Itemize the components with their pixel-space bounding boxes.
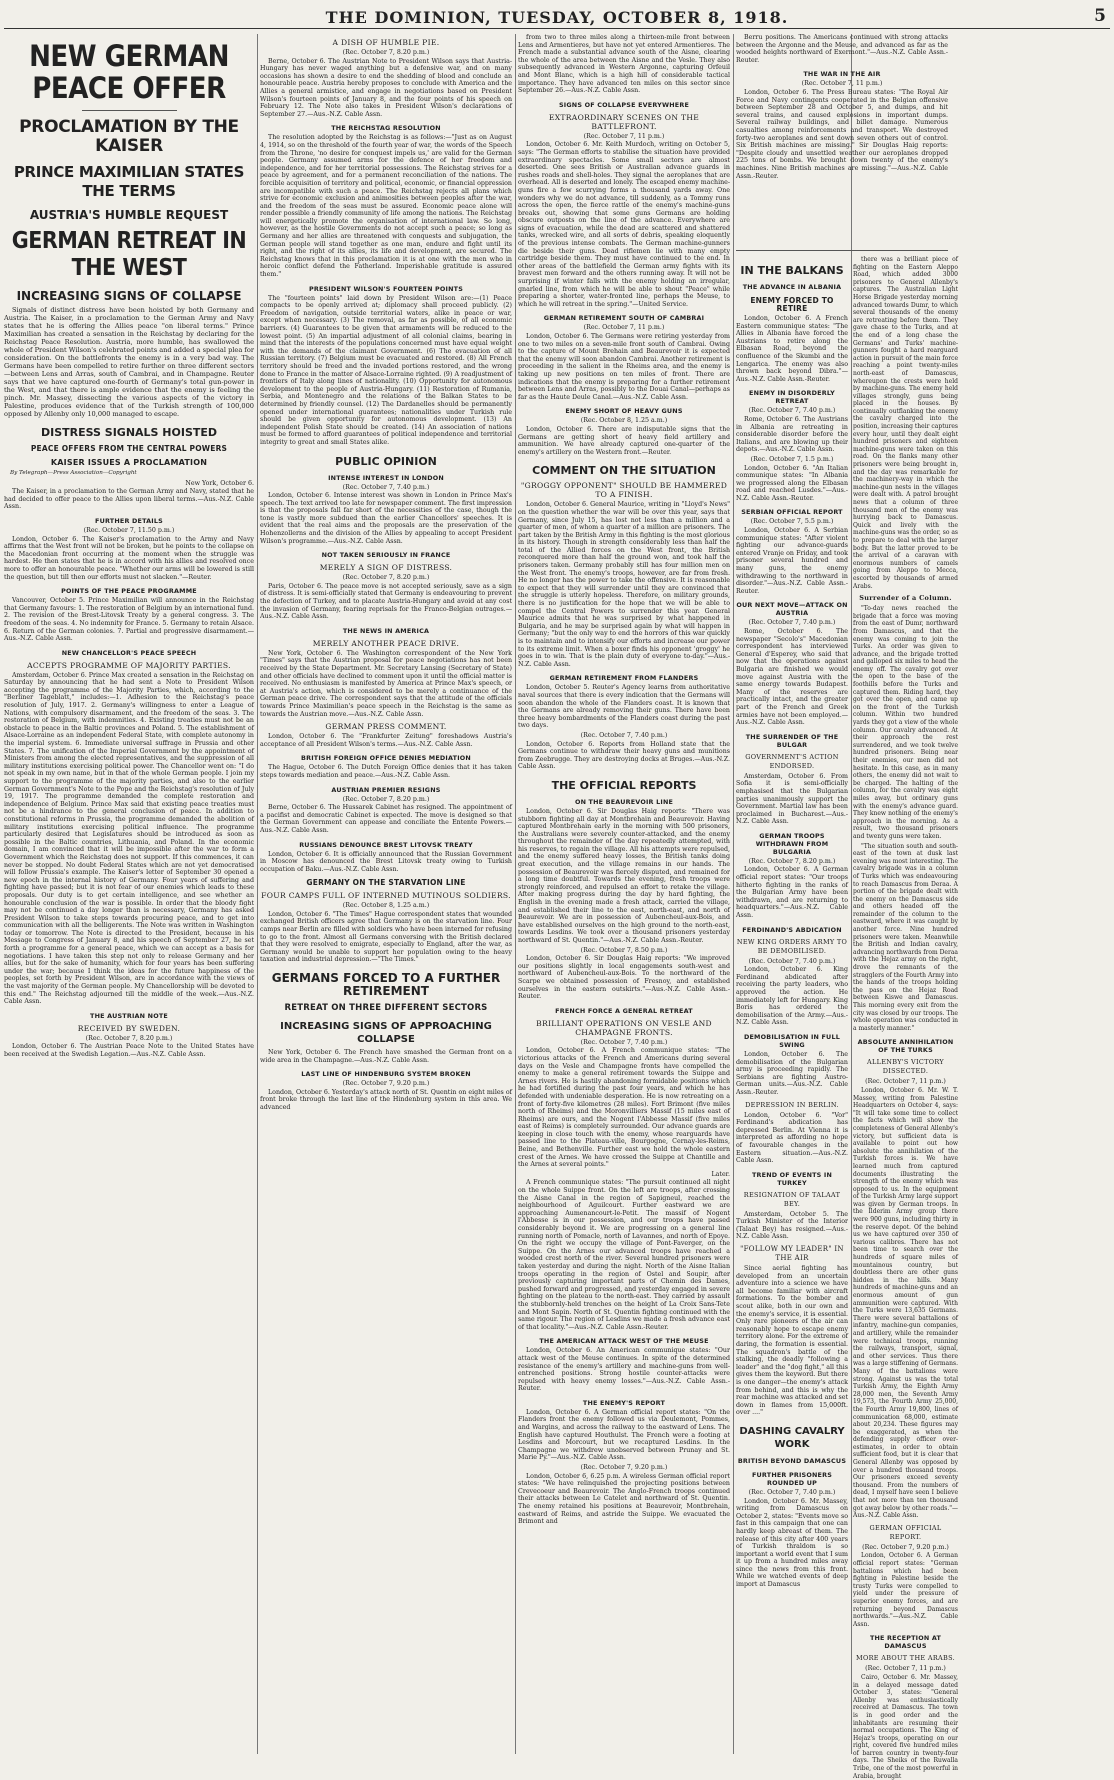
page-number: 5 bbox=[1094, 6, 1106, 26]
article-paragraph: "To-day news reached the brigade that a force was moving from the east of Dumr, northward from Damascus, and that the enemy was coming to join the Turks. An order was given to advance, and the brigade trotted and galloped six miles to head the enemy off. The cavalry got over the open to the base of the foothills before the Turks and captured them. Riding hard, they got over the open, and came up on the front of the Turkish column. Within two hundred yards they got a view of the whole column. Our cavalry advanced. At their approach the rest surrendered, and we took twelve hundred prisoners. Being near their enemies, our men did not hesitate. In this case, as in many others, the enemy did not wait to be charged. The halting of the column, for the cavalry was eight miles away, but ordinary guns with the enemy's advance guard. They knew nothing of the enemy's approach in the morning. As a result, two thousand prisoners and twenty guns were taken. bbox=[853, 605, 958, 840]
subheadline: RETREAT ON THREE DIFFERENT SECTORS bbox=[284, 1003, 488, 1014]
subheadline: THE SURRENDER OF THE BULGAR bbox=[745, 732, 839, 749]
article-paragraph: London, October 6. Reports from Holland state that the Germans continue to withdraw their heavy guns and munitions from Zeebrugge. They are destroying docks at Bruges.—Aus.-N.Z. Cable Assn. bbox=[518, 740, 730, 771]
subheadline: FURTHER PRISONERS ROUNDED UP bbox=[751, 1470, 833, 1487]
subheadline: "GROGGY OPPONENT" SHOULD BE HAMMERED TO A FINISH. bbox=[520, 481, 728, 500]
article-paragraph: Berne, October 6. The Hussarek Cabinet has resigned. The appointment of a pacifist and democratic Cabinet is expected. The move is designed so that the German Government can appease and conciliate the Entente Powers.—Aus.-N.Z. Cable Assn. bbox=[260, 804, 512, 834]
subheadline: GERMAN PRESS COMMENT. bbox=[325, 722, 447, 732]
dateline: (Rec. October 7, 7.40 p.m.) bbox=[748, 1488, 836, 1496]
dateline: (Rec. October 8, 1.25 a.m.) bbox=[342, 902, 430, 910]
headline: INCREASING SIGNS OF APPROACHING COLLAPSE bbox=[280, 1021, 492, 1046]
column-rule bbox=[851, 34, 852, 1754]
article-paragraph: Berne, October 6. The Austrian Note to President Wilson says that Austria-Hungary has never waged anything but a defensive war, and on many occasions has shown a desire to end the shedding of blood and conclude an honourable peace. Austria hereby proposes to conclude with America and the Allies a general armistice, and engage in negotiations based on President Wilson's fourteen points of January 8, and the four points of his speech on February 12. The Note also takes in President Wilson's declarations of September 27.—Aus.-N.Z. Cable Assn. bbox=[260, 57, 512, 118]
subheadline: EXTRAORDINARY SCENES ON THE BATTLEFRONT. bbox=[548, 112, 700, 131]
article-paragraph: London, October 6. The Press Bureau states: "The Royal Air Force and Navy contingents cooperated in the Belgian offensive between September 28 and October 5, and dumps, and hit several trains, and caused explosions in important dumps. Several railway buildings, and billet damage. Numerous casualties among reinforcements and transport. We destroyed forty-two aeroplanes and sent down seven others out of control. Six British machines are missing." Sir Douglas Haig reports: "Despite cloudy and unsettled weather our aeroplanes dropped 225 tons of bombs. We brought down twenty of the enemy's machines. Nine British machines are missing."—Aus.-N.Z. Cable Assn.-Reuter. bbox=[736, 88, 948, 180]
article-paragraph: Vancouver, October 5. Prince Maximilian will announce in the Reichstag that Germany favours: 1. The restoration of Belgium by an international fund. 2. The revision of the Brest-Litovsk Treaty by a general congress. 3. The freedom of the seas. 4. No indemnity for France. 5. Germany to retain Alsace. 6. Return of the German colonies. 7. Partial and progressive disarmament.—Aus.-N.Z. Cable Assn. bbox=[4, 597, 254, 643]
dateline: (Rec. October 7, 7.40 p.m.) bbox=[748, 619, 836, 627]
subheadline: THE ENEMY'S REPORT bbox=[582, 1398, 666, 1407]
article-paragraph: The "fourteen points" laid down by President Wilson are:—(1) Peace compacts to be openly arrived at; diplomacy shall proceed publicly. (2) Freedom of navigation, outside territorial waters, alike in peace or war, except when necessary. (3) The removal, as far as possible, of all economic barriers. (4) Guarantees to be given that armaments will be reduced to the lowest point. (5) An impartial adjustment of all colonial claims, bearing in mind that the interests of the populations concerned must have equal weight with the demands of the claimant Government. (6) The evacuation of all Russian territory. (7) Belgium must be evacuated and restored. (8) All French territory should be freed and the invaded portions restored, and the wrong done to France in the matter of Alsace-Lorraine righted. (9) A readjustment of frontiers of Italy along lines of nationality. (10) Opportunity for autonomous development to the people of Austria-Hungary. (11) Restoration of Rumania, Serbia, and Montenegro and the relations of the Balkan States to be determined by friendly counsel. (12) The Dardanelles should be permanently opened under international guarantees; nationalities under Turkish rule should be given opportunity for autonomous development. (13) An independent Polish State should be created. (14) An association of nations must be formed to afford guarantees of political independence and territorial integrity to great and small States alike. bbox=[260, 294, 512, 446]
intro-paragraph: Signals of distinct distress have been hoisted by both Germany and Austria. The Kaiser, in a proclamation to the German Army and Navy states that he is offering the Allies peace "on liberal terms." Prince Maximilian has created a sensation in the Reichstag by declaring for the Reichstag Peace Resolution. Austria, more humble, has swallowed the whole of President Wilson's celebrated points and added a special plea for consideration. On the battlefronts the enemy is in a very bad way. The Germans have been compelled to retire further on three different sectors—between Lens and Arras, south of Cambrai, and in Champagne. Reuter says that we have captured one-fourth of Germany's total gun-power in the West, and that there is ample evidence that the enemy is feeling the pinch. Mr. Massey, dissecting the various aspects of the victory in Palestine, produces evidence that of the Turkish strength of 100,000 opposed by Allenby only 10,000 managed to escape. bbox=[4, 306, 254, 418]
subheadline: OUR NEXT MOVE—ATTACK ON AUSTRIA bbox=[736, 601, 848, 618]
article-paragraph: London, October 6. A German official report states: "On the Flanders front the enemy followed us via Deulemont, Pommes, and Wargins, and across the railway to the eastward of Lens. The English have captured Houthulst. The French were a footing at Lesdins and Morcourt, but we recaptured Lesdins. In the Champagne we withdrew unobserved between Prunay and St. Marie Py."—Aus.-N.Z. Cable Assn. bbox=[518, 1408, 730, 1462]
article-paragraph: London, October 6. The Austrian Peace Note to the United States have been received at the Swedish Legation.—Aus.-N.Z. Cable Assn. bbox=[4, 1043, 254, 1058]
article-paragraph: London, October 6, 6.25 p.m. A wireless German official report states: "We have relinquished the projecting positions between Crevecoeur and Beaurevoir. The Anglo-French troops continued their attacks between Le Catelet and northward of St. Quentin. The enemy retained his positions at Beaurevoir, Montbrehain, eastward of Reims, and astride the Suippe. We evacuated the Brimont and bbox=[518, 1472, 730, 1526]
newspaper-title: THE DOMINION, TUESDAY, OCTOBER 8, 1918. bbox=[325, 8, 789, 27]
headline: PRINCE MAXIMILIAN STATES THE TERMS bbox=[13, 163, 245, 200]
column-5 bbox=[736, 256, 848, 1754]
subheadline: PEACE OFFERS FROM THE CENTRAL POWERS bbox=[30, 444, 228, 453]
article-paragraph: Berru positions. The Americans continued with strong attacks between the Argonne and the Meuse, and advanced as far as the wooded heights northward of Exermont."—Aus.-N.Z. Cable Assn.-Reuter. bbox=[736, 34, 948, 64]
subheadline: GOVERNMENT'S ACTION ENDORSED. bbox=[745, 752, 839, 770]
column-rule bbox=[257, 34, 258, 1754]
article-paragraph: London, October 6. General Maurice, writing in "Lloyd's News" on the question whether the war will be over this year, says that Germany, since July 15, has lost not less than a million and a quarter of men, of whom a quarter of a million are prisoners. The part taken by the British Army in this fighting is the most glorious in its history. Though in strength considerably less than half the total of the Allied forces on the West front, the British reconquered more than half the ground won, and took half the prisoners taken. Germany probably still has four million men on the West front. The enemy's troops, however, are far from fresh. He no longer has the power to take the offensive. It is reasonable to expect that they will surrender until they are convinced that the struggle is utterly hopeless. Therefore, on military grounds, there is no justification for the hope that we will be able to compel the Central Powers to surrender this year. General Maurice admits that he was surprised by what happened in Bulgaria, and he may be surprised again by what will happen in Germany; "but the only way to end the horrors of this war quickly is to maintain and to intensify our efforts and increase our power to its extreme limit. When a boxer finds his opponent 'groggy' he goes in to win. That is the plain duty of everyone to-day."—Aus.-N.Z. Cable Assn. bbox=[518, 501, 730, 668]
column-2 bbox=[260, 34, 512, 1754]
subheadline: MERELY ANOTHER PEACE DRIVE. bbox=[312, 638, 460, 648]
dateline: (Rec. October 7, 11 p.m.) bbox=[865, 1078, 946, 1086]
dateline: (Rec. October 7, 9.20 p.m.) bbox=[342, 1080, 430, 1088]
dateline: (Rec. October 7, 5.5 p.m.) bbox=[750, 518, 834, 526]
article-paragraph: Amsterdam, October 6. Prince Max created a sensation in the Reichstag on Saturday by announcing that he had sent a Note to President Wilson accepting the programme of the Majority Parties, which, according to the "Berliner Tageblatt," includes:—1. Adhesion to the Reichstag's peace resolution of July, 1917. 2. Germany's willingness to enter a League of Nations, with compulsory disarmament, and the freedom of the seas. 3. The restoration of Belgium, with indemnities. 4. Existing treaties must not be an obstacle to peace in the Baltic provinces and Poland. 5. The establishment of Alsace-Lorraine as an independent Federal State, with complete autonomy in the imperial system. 6. Immediate universal suffrage in Prussia and other States. 7. The unification of the Imperial Government by the appointment of Ministers from among the elected representatives, and the suppression of all military institutions exercising political power. The Chancellor went on: "I do not speak in my own name, but in that of the whole German people. I join my support to the programme of the majority parties, and also to the earlier German Government's Note to the Pope and the Reichstag's resolution of July 19, 1917. The programme demanded the complete restoration and independence of Belgium. Prince Max said that existing peace treaties must not be a hindrance to the general conclusion of peace. In addition to constitutional reforms in Prussia, the programme demanded the abolition of military institutions exercising political influence. The programme particularly desired that Legislatures should be introduced as soon as possible in the Baltic countries, Lithuania, and Poland. In the economic domain, I am convinced that it will be impossible after the war to form a Government which the Reichstag does not support. If this commences, it can never be stopped. No doubt Federal States which are not yet democratised will follow Prussia's example. The Kaiser's letter of September 30 opened a new epoch in the internal history of Germany. Four years of suffering and fighting have passed; but it is not fear of our enemies which leads to these proposals. Our duty is to get certain intelligence, and see whether an honourable conclusion of the war is possible. In order that the bloody fight may not be continued a day longer than is necessary, Germany has asked President Wilson to take steps towards procuring peace, and to get into communication with all the belligerents. The Note was written in Washington today or tomorrow. The Note is directed to the President, because in his Message to Congress of January 8, and his speech of September 27, he set forth a programme for a general peace, which we can accept as a basis for negotiations. I have taken this step not only to release Germany and her allies, but for the sake of humanity, which for four years has been suffering under the war; because I think the ideas for the future happiness of the peoples, set forth by President Wilson, are in accordance with the views of the vast majority of the German people. My Chancellorship will be devoted to this end." The Reichstag adjourned till the middle of the week.—Aus.-N.Z. Cable Assn. bbox=[4, 671, 254, 1006]
subheadline: LAST LINE OF HINDENBURG SYSTEM BROKEN bbox=[301, 1070, 471, 1079]
subheadline: ON THE BEAUREVOIR LINE bbox=[574, 797, 674, 806]
subheadline: BRITISH FOREIGN OFFICE DENIES MEDIATION bbox=[301, 754, 471, 763]
subheadline: GERMAN OFFICIAL REPORT. bbox=[869, 1523, 942, 1541]
article-paragraph: London, October 6. "An Italian communique states: "In Albania we progressed along the Elbasan road and reached Lusdes."—Aus.-N.Z. Cable Assn.-Reuter. bbox=[736, 464, 848, 502]
subheadline: NEW KING ORDERS ARMY TO BE DEMOBILISED. bbox=[736, 937, 848, 955]
headline: GERMANS FORCED TO A FURTHER RETIREMENT bbox=[271, 971, 501, 999]
subheadline: THE AMERICAN ATTACK WEST OF THE MEUSE bbox=[539, 1337, 709, 1346]
subheadline: NOT TAKEN SERIOUSLY IN FRANCE bbox=[321, 551, 451, 560]
article-paragraph: The Kaiser, in a proclamation to the German Army and Navy, stated that he had decided to offer peace to the Allies upon liberal terms.—Aus.-N.Z. Cable Assn. bbox=[4, 488, 254, 511]
subheadline: DEPRESSION IN BERLIN. bbox=[745, 1100, 839, 1109]
article-paragraph: London, October 6. Sir Douglas Haig reports: "We improved our positions slightly in local engagements south-west and northward of Aubencheul-aux-Bois. To the northward of the Scarpe we obtained possession of Fresnoy, and established ourselves in the eastern outskirts."—Aus.-N.Z. Cable Assn.-Reuter. bbox=[518, 955, 730, 1001]
column-4-top bbox=[736, 34, 948, 246]
subheadline: DEMOBILISATION IN FULL SWING bbox=[743, 1032, 840, 1049]
subheadline: PRESIDENT WILSON'S FOURTEEN POINTS bbox=[308, 284, 464, 293]
subheadline: MORE ABOUT THE ARABS. bbox=[856, 1654, 955, 1663]
article-paragraph: London, October 6. Mr. Massey, writing from Damascus on October 2, states: "Events move so fast in this campaign that one can hardly keep abreast of them. The release of this city after 400 years of Turkish thraldom is so important a world event that I sum it up from a hundred miles away since the news from this front. While we watched events of deep import at Damascus bbox=[736, 1497, 848, 1589]
article-paragraph: London, October 6. Yesterday's attack north of St. Quentin on eight miles of front broke through the last line of the Hindenburg system in this area. We advanced bbox=[260, 1088, 512, 1111]
subheadline: SERBIAN OFFICIAL REPORT bbox=[741, 508, 843, 517]
column-1 bbox=[4, 34, 254, 1754]
dateline: (Rec. October 7, 11 p.m.) bbox=[801, 80, 883, 88]
subheadline: ENEMY IN DISORDERLY RETREAT bbox=[749, 389, 835, 406]
article-paragraph: London, October 6. "The Times" Hague correspondent states that wounded exchanged British officers agree that Germany is on the starvation line. Four camps near Berlin are filled with soldiers who have been interned for refusing to go to the front. Almost all Germans conversing with the British declared that they were resolved to emigrate, especially to England, after the war, as Germany would be unable to support her population owing to the heavy taxation and industrial depression.—"The Times." bbox=[260, 910, 512, 964]
dateline: (Rec. October 7, 7.40 p.m.) bbox=[580, 731, 668, 739]
subheadline: THE ADVANCE IN ALBANIA bbox=[742, 283, 842, 291]
article-paragraph: from two to three miles along a thirteen-mile front between Lens and Armentieres, but have not yet entered Armentieres. The French made a substantial advance south of the Aisne, clearing the whole of the area between the Aisne and the Vesle. They also subsequently advanced in Western Argonne, capturing Orfeuil and Mont Blanc, which is a high hill of considerable tactical importance. They have advanced ten miles on this sector since September 26.—Aus.-N.Z. Cable Assn. bbox=[518, 34, 730, 95]
subheadline: THE REICHSTAG RESOLUTION bbox=[331, 124, 441, 133]
section-rule bbox=[736, 250, 948, 251]
subheadline: FURTHER DETAILS bbox=[95, 516, 163, 525]
subheadline: MERELY A SIGN OF DISTRESS. bbox=[319, 563, 453, 573]
subheadline: FERDINAND'S ABDICATION bbox=[742, 925, 842, 934]
subheadline: GERMAN RETIREMENT SOUTH OF CAMBRAI bbox=[543, 314, 705, 323]
dateline: (Rec. October 7, 7.40 p.m.) bbox=[580, 1038, 668, 1046]
subheadline: ALLENBY'S VICTORY DISSECTED. bbox=[866, 1058, 944, 1076]
byline: By Telegraph—Press Association—Copyright bbox=[10, 470, 137, 476]
article-paragraph: Cairo, October 6. Mr. Massey, in a delayed message dated October 3, states: "General Allenby was enthusiastically received at Damascus. The town is in good order and the inhabitants are resuming their normal occupations. The King of Hejaz's troops, operating on our right, covered five hundred miles of barren country in twenty-four days. The Sheiks of the Ruwalla Tribe, one of the most powerful in Arabia, brought bbox=[853, 1673, 958, 1780]
dateline: (Rec. October 7, 9.20 p.m.) bbox=[862, 1543, 949, 1551]
article-paragraph: The Hague, October 6. The Dutch Foreign Office denies that it has taken steps towards mediation and peace.—Aus.-N.Z. Cable Assn. bbox=[260, 764, 512, 779]
article-paragraph: Since aerial fighting has developed from an uncertain adventure into a science we have all become familiar with aircraft formations. To the bomber and scout alike, both in our own and the enemy's service, it is essential. Only rare pioneers of the air can reasonably hope to escape enemy territory alone. For the extreme of daring, the formation is essential. The squadron's battle of the stalking, the deadly "following a leader" and the "dog fight," all this gives them the keyword. But there is one danger—the enemy's attack from behind, and this is why the rear machine was attacked and set down in flames from 15,000ft. over ...." bbox=[736, 1265, 848, 1417]
article-paragraph: Rome, October 6. The Austrians in Albania are retreating in considerable disorder before the Italians, and are blowing up their depots.—Aus.-N.Z. Cable Assn. bbox=[736, 415, 848, 454]
article-paragraph: London, October 6. Sir Douglas Haig reports: "There was stubborn fighting all day at Montbrehain and Beaurevoir. Having captured Montbrehain early in the morning with 500 prisoners, the Australians were severely counter-attacked, and the enemy throughout the remainder of the day repeatedly attempted, with his reserves, to regain the village. All his attempts were repulsed, and the enemy suffered heavy losses, the British tanks doing great execution, and the village remains in our hands. The possession of Beaurevoir was fiercely disputed, and remained for a long time doubtful. Towards the evening, fresh troops were strongly reinforced, and repulsed an effort to retake the village. After making progress during the day by hard fighting, the English in the evening made a fresh attack, carried the village, and established their line to the east, north-east, and north of Beaurevoir. We are in possession of Aubencheul-aux-Bois, and have established ourselves on the high ground to the north-east, towards Lesdins. We took over a thousand prisoners yesterday northward of St. Quentin."—Aus.-N.Z. Cable Assn.-Reuter. bbox=[518, 807, 730, 944]
article-paragraph: London, October 5. Reuter's Agency learns from authoritative naval sources that there is every indication that the Germans will soon abandon the whole of the Flanders coast. It is known that the Germans are already removing their guns. There have been three heavy bombardments of the Flanders coast during the past two days. bbox=[518, 684, 730, 730]
article-paragraph: London, October 6. Intense interest was shown in London in Prince Max's speech. The text arrived too late for newspaper comment. The first impression is that the proposals fall far short of the necessities of the case, though the tone is vastly more subdued than the earlier Chancellors' speeches. It is evident that the real aims and the proposals are the preservation of the Hohenzollerns and the division of the Allies by appealing to accept President Wilson's programme.—Aus.-N.Z. Cable Assn. bbox=[260, 492, 512, 545]
column-3 bbox=[518, 34, 730, 1754]
dateline: (Rec. October 7, 8.20 p.m.) bbox=[342, 49, 430, 56]
article-paragraph: London, October 6. A French Eastern communique states: "The Allies in Albania have forced the Austrians to retire along the Elbasan Road, beyond the confluence of the Skumbi and the Lengarica. The enemy was also thrown back beyond Dibra."—Aus.-N.Z. Cable Assn.-Reuter. bbox=[736, 315, 848, 383]
article-paragraph: London, October 6. The "Frankfurter Zeitung" foreshadows Austria's acceptance of all President Wilson's terms.—Aus.-N.Z. Cable Assn. bbox=[260, 733, 512, 748]
article-paragraph: London, October 6. King Ferdinand abdicated after receiving the party leaders, who approved the action. He immediately left for Hungary. King Boris has ordered the demobilisation of the Army.—Aus.-N.Z. Cable Assn. bbox=[736, 966, 848, 1027]
dateline: (Rec. October 7, 9.20 p.m.) bbox=[580, 1464, 668, 1472]
subheadline: KAISER ISSUES A PROCLAMATION bbox=[50, 458, 208, 467]
column-rule bbox=[733, 34, 734, 1754]
article-paragraph: New York, October 6. The Washington correspondent of the New York "Times" says that the Austrian proposal for peace negotiations has not been received by the State Department. Mr. Secretary Lansing (Secretary of State) and other officials have declined to comment upon it until the official matter is received. No enthusiasm is manifested by America at Prince Max's speech, or at Austria's action, which is considered to be merely a continuance of the German peace drive. The correspondent says that the attitude of the officials towards Prince Maximilian's peace speech in the Reichstag is the same as towards the Austrian move.—Aus.-N.Z. Cable Assn. bbox=[260, 649, 512, 718]
headline: INCREASING SIGNS OF COLLAPSE bbox=[16, 289, 242, 303]
headline: THE OFFICIAL REPORTS bbox=[551, 778, 697, 792]
subheadline: A DISH OF HUMBLE PIE. bbox=[332, 38, 440, 47]
article-paragraph: London, October 6. A German official report states: "German battalions which had been fighting in Palestine beside the trusty Turks were compelled to yield under the pressure of superior enemy forces, and are returning beyond Damascus northwards."—Aus.-N.Z. Cable Assn. bbox=[853, 1552, 958, 1628]
subheadline: SIGNS OF COLLAPSE EVERYWHERE bbox=[558, 100, 690, 109]
article-paragraph: London, October 6. A German official report states: "Our troops hitherto fighting in the ranks of the Bulgarian Army have been withdrawn, and are returning to headquarters."—Aus.-N.Z. Cable Assn. bbox=[736, 866, 848, 920]
subheadline: POINTS OF THE PEACE PROGRAMME bbox=[61, 587, 197, 596]
headline: DASHING CAVALRY WORK bbox=[739, 1425, 845, 1450]
article-paragraph: London, October 6. A Serbian communique states: "After violent fighting our advance-guards entered Vranje on Friday, and took prisoner several hundred and many guns, the enemy withdrawing to the northward in disorder."—Aus.-N.Z. Cable Assn.-Reuter. bbox=[736, 527, 848, 595]
dateline: (Rec. October 7, 11 p.m.) bbox=[583, 324, 665, 332]
headline: PUBLIC OPINION bbox=[335, 454, 437, 468]
dateline: (Rec. October 7, 8.20 p.m.) bbox=[85, 1034, 173, 1042]
dateline: (Rec. October 7, 8.20 p.m.) bbox=[342, 795, 430, 803]
subheadline: TREND OF EVENTS IN TURKEY bbox=[751, 1170, 833, 1187]
article-paragraph: London, October 6. Mr. W. T. Massey, writing from Palestine Headquarters on October 4, says: "It will take some time to collect the facts which will show the completeness of General Allenby's victory, but sufficient data is available to point out how absolute the annihilation of the Turkish forces is. We have learned much from captured documents illustrating the strength of the enemy which was opposed to us. In the equipment of the Turkish Army large support was given by German troops. In the Ilderim Army group there were 900 guns, including thirty in the reserve depot. Of the behind us we have captured over 350 of various calibres. There has not been time to search over the hundreds of square miles of mountainous country, but doubtless there are other guns hidden in the hills. Many hundreds of machine-guns and an enormous amount of gun ammunition were captured. With the Turks were 13,635 Germans. There were several battalions of infantry, machine-gun companies, and artillery, while the remainder were technical troops, running the railways, transport, signal, and other services. Thus there was a large stiffening of Germans. Many of the battalions were strong. Against us was the total Turkish Army, the Eighth Army 28,000 men, the Seventh Army 19,573, the Fourth Army 25,000, the Fourth Army 19,800, lines of communication 68,000, estimate about 20,234. These figures may be exaggerated, as when the defending supply officer over-estimates, in order to obtain sufficient food, but it is clear that General Allenby was opposed by over a hundred thousand troops. Our prisoners exceed seventy thousand. From the numbers of dead, I myself have seen I believe that not more than ten thousand got away below by other roads."—Aus.-N.Z. Cable Assn. bbox=[853, 1086, 958, 1520]
subheadline: ENEMY FORCED TO RETIRE bbox=[750, 296, 834, 313]
dateline: (Rec. October 8, 1.25 a.m.) bbox=[580, 417, 668, 425]
article-paragraph: Amsterdam, October 5. The Turkish Minister of the Interior (Talaat Bey) has resigned.—Aus.-N.Z. Cable Assn. bbox=[736, 1210, 848, 1241]
subheadline: NEW CHANCELLOR'S PEACE SPEECH bbox=[61, 648, 197, 657]
article-paragraph: London, October 6. "Vor" Ferdinand's abdication has depressed Berlin. At Vienna it is interpreted as affording no hope of favourable changes in the Eastern situation.—Aus.-N.Z. Cable Assn. bbox=[736, 1111, 848, 1165]
headline: GERMAN RETREAT IN THE WEST bbox=[11, 228, 247, 281]
article-paragraph: Rome, October 6. The newspaper "Secolo's" Macedonian correspondent has interviewed General d'Esperey, who said that now that the operations against Bulgaria are finished we would move against Austria with the same energy towards Budapest. Many of the reserves are practically intact, and the greater part of the French and Greek armies have not been employed.—Aus.-N.Z. Cable Assn. bbox=[736, 628, 848, 727]
article-paragraph: London, October 6. It is officially announced that the Russian Government in Moscow has denounced the Brest Litovsk treaty owing to Turkish occupation of Baku.—Aus.-N.Z. Cable Assn. bbox=[260, 850, 512, 873]
headline: AUSTRIA'S HUMBLE REQUEST bbox=[29, 208, 229, 222]
subheadline: ABSOLUTE ANNIHILATION OF THE TURKS bbox=[857, 1038, 954, 1055]
headline: DISTRESS SIGNALS HOISTED bbox=[40, 426, 218, 439]
article-paragraph: London, October 6. Mr. Keith Murdoch, writing on October 5, says: "The German efforts to stabilise the situation have provided extraordinary spectacles. Some small sectors are almost deserted. One sees British or Australian advance guards in rushes roads and shell-holes. They signal the aeroplanes that are overhead. All is deserted and lonely. The escaped enemy machine-guns fire a few scurrying forms a thousand yards away. One wonders why we do not advance, till suddenly, as a Tommy runs across the open, the fierce rattle of the enemy's machine-guns breaks out, showing that some guns Germans are holding obscure outposts on the line of the advance. Everywhere are signs of evacuation, while the dead are scattered and shattered tanks, wrecked wire, and all sorts of debris, speaking eloquently of the previous intense combats. The German machine-gunners die beside their guns. Dead riflemen lie with many empty cartridge beside them. They must have continued to the end. In other areas of the battlefield the German army fights with its bravest men forward and the others running away. It will not be surprising if winter falls with the enemy holding an irregular, gnarled line, from which he will be able to shout "Peace" while preparing a shorter, water-fronted line, perhaps the Meuse, to which he will retreat in the spring."—United Service. bbox=[518, 141, 730, 308]
subheadline: THE AUSTRIAN NOTE bbox=[90, 1011, 168, 1020]
article-paragraph: London, October 6. The Germans were retiring yesterday from one to two miles on a seven-mile front south of Cambrai. Owing to the capture of Mount Brehain and Beaurevoir it is expected that the enemy will soon abandon Cambrai. Another retirement is proceeding in the salient in the Rheims area, and the enemy is taking up new positions on ten miles of front. There are indications that the enemy is preparing for a further retirement between Lens and Arras, possibly to the Douai Canal—perhaps as far as the Haute Deule Canal.—Aus.-N.Z. Cable Assn. bbox=[518, 333, 730, 401]
article-paragraph: The resolution adopted by the Reichstag is as follows:—"Just as on August 4, 1914, so on the threshold of the fourth year of war, the words of the Speech from the Throne, 'no desire for conquest impels us,' are valid for the German people. Germany assumed arms for the defence of her freedom and independence, and for her territorial possessions. The Reichstag strives for a peace by agreement, and for a permanent reconciliation of the nations. The forcible acquisition of territory and political, economic, or financial oppression are incompatible with such a peace. The Reichstag rejects all plans which strive for economic exclusion and animosities between peoples after the war, and the freedom of the seas must be assured. Economic peace alone will render possible a friendly community of life among the nations. The Reichstag will energetically promote the organisation of international law. So long, however, as the hostile Governments do not accept such a peace; so long as Germany and her allies are threatened with conquests and subjugation, the German people will stand together as one man, endure and fight until its right, and the right of its allies, its life and development, are secured. The Reichstag knows that in this proclamation it is at one with the men who in heroic conflict defend the Fatherland. Imperishable gratitude is assured them." bbox=[260, 134, 512, 279]
subheadline: ACCEPTS PROGRAMME OF MAJORITY PARTIES. bbox=[27, 660, 231, 670]
subheadline: FOUR CAMPS FULL OF INTERNED MUTINOUS SOLDIERS. bbox=[261, 891, 511, 901]
subheadline: RESIGNATION OF TALAAT BEY. bbox=[743, 1190, 841, 1208]
main-headline: NEW GERMAN PEACE OFFER bbox=[29, 39, 229, 105]
subheadline: BRILLIANT OPERATIONS ON VESLE AND CHAMPAGNE FRONTS. bbox=[536, 1018, 712, 1037]
dateline: (Rec. October 7, 11 p.m.) bbox=[865, 1665, 946, 1673]
dateline: (Rec. October 7, 11.50 p.m.) bbox=[83, 526, 175, 534]
subheadline: ENEMY SHORT OF HEAVY GUNS bbox=[565, 407, 683, 416]
subheadline: BRITISH BEYOND DAMASCUS bbox=[737, 1456, 847, 1465]
subheadline: GERMAN RETIREMENT FROM FLANDERS bbox=[549, 674, 699, 683]
column-6 bbox=[853, 256, 958, 1780]
article-paragraph: there was a brilliant piece of fighting on the Eastern Aleppo Road, which added 3000 prisoners to General Allenby's captures. The Australian Light Horse Brigade yesterday morning advanced towards Dumr, to which several thousands of the enemy are retreating before them. They gave chase to the Turks, and at the end of a long chase the Germans' and Turks' machine-gunners fought a hard rearguard action in pursuit of the main force reaching a point twenty-miles north-east of Damascus, whereupon the crests were held by machine-guns. The enemy held villages strongly, guns being placed in the houses. By continually outflanking the enemy the cavalry charged into the position, increasing their captures every hour, until they dealt eight hundred prisoners and eighteen machine-guns were taken on this road. On the flanks many other prisoners were being brought in, and the day was remarkable for the machinery-way in which the machine-gun nests in the villages were dealt with. A patrol brought news that a column of three thousand men of the enemy was hurrying back to Damascus. Quick and lively with the machine-guns was the order, so as to prepare to deal with the larger body. But the latter proved to be the arrival of a caravan with enormous numbers of camels going from Aleppo to Mecca, escorted by thousands of armed Arabs. bbox=[853, 256, 958, 590]
dateline: (Rec. October 7, 7.40 p.m.) bbox=[748, 407, 836, 415]
dateline: New York, October 6. bbox=[185, 479, 254, 487]
subheadline: THE NEWS IN AMERICA bbox=[342, 626, 430, 635]
article-paragraph: Paris, October 6. The peace move is not accepted seriously, save as a sign of distress. It is semi-officially stated that Germany is endeavouring to prevent the defection of Turkey, and to placate Austria-Hungary and avoid at any cost the invasion of Germany, fearing reprisals for the Franco-Belgian outrages.—Aus.-N.Z. Cable Assn. bbox=[260, 582, 512, 621]
article-paragraph: London, October 6. A French communique states: "The victorious attacks of the French and Americans during several days on the Vesle and Champagne fronts have compelled the enemy to make a general retirement towards the Suippe and Arnes rivers. He is hastily abandoning formidable positions which he had fortified during the past four years, and which he has defended with undeniable desperation. He is now retreating on a front of forty-five kilometres (28 miles). Fort Brimont (five miles north of Rheims) and the Moronvilliers Massif (15 miles east of Rheims) are ours, and the Nogent l'Abbesse Massif (five miles east of Reims) is completely surrounded. Our advance guards are keeping in close touch with the enemy, whose rearguards have passed line to the Plateau-ville, Bourgogne, Cernay-les-Reims, Beine, and Bethenville. Further east we hold the whole eastern crest of the Arnes. We have crossed the Suippe at Chantille and the Arnes at several points." bbox=[518, 1047, 730, 1169]
subheadline: THE WAR IN THE AIR bbox=[803, 70, 881, 79]
masthead-rule bbox=[4, 28, 1110, 29]
dateline: (Rec. October 7, 8.20 p.m.) bbox=[342, 574, 430, 582]
subheadline: AUSTRIAN PREMIER RESIGNS bbox=[331, 785, 441, 794]
article-paragraph: Amsterdam, October 6. From Sofia it is semi-officially emphasised that the Bulgarian parties unanimously support the Government. Martial law has been proclaimed in Bucharest.—Aus.-N.Z. Cable Assn. bbox=[736, 772, 848, 826]
subheadline: RECEIVED BY SWEDEN. bbox=[77, 1023, 181, 1033]
subheadline: GERMAN TROOPS WITHDRAWN FROM BULGARIA bbox=[755, 831, 829, 856]
dateline: (Rec. October 7, 11 p.m.) bbox=[583, 132, 665, 140]
dateline: (Rec. October 7, 7.40 p.m.) bbox=[748, 957, 836, 965]
dateline: Later. bbox=[711, 1170, 730, 1178]
article-paragraph: London, October 6. There are indisputable signs that the Germans are getting short of heavy field artillery and ammunition. We have already captured one-quarter of the enemy's artillery on the Western front.—Reuter. bbox=[518, 425, 730, 456]
divider bbox=[82, 110, 177, 111]
dateline: (Rec. October 7, 8.20 p.m.) bbox=[748, 857, 836, 865]
dateline: (Rec. October 7, 8.50 p.m.) bbox=[580, 946, 668, 954]
article-paragraph: London, October 6. An American communique states: "Our attack west of the Meuse continues. In spite of the determined resistance of the enemy's artillery and machine-guns from well-entrenched positions. Strong hostile counter-attacks were repulsed with heavy enemy losses."—Aus.-N.Z. Cable Assn.-Reuter. bbox=[518, 1347, 730, 1393]
dateline: (Rec. October 7, 7.40 p.m.) bbox=[342, 483, 430, 491]
headline: IN THE BALKANS bbox=[740, 264, 844, 277]
article-paragraph: "The situation south and south-east of the town at dusk last evening was most interesting. The cavalry brigade was in a column of Turks which was endeavouring to reach Damascus from Deraa. A portion of the brigade dealt with the enemy on the Damascus side and others headed off the remainder of the column to the eastward, where it was caught by another force. Nine hundred prisoners were taken. Meanwhile the British and Indian cavalry, advancing northwards from Deraa with the Hejaz army on the right, drove the remnants of the stragglers of the Fourth Army into the hands of the troops holding the pass on the Hejaz Road between Kiswe and Damascus. This morning every exit from the city was closed by our troops. The whole operation was conducted in a masterly manner." bbox=[853, 842, 958, 1032]
article-paragraph: London, October 6. The Kaiser's proclamation to the Army and Navy affirms that the West front will not be broken, but he points to the collapse on the Macedonian front occurring at the moment when the struggle was hardest. He then states that he is in accord with his allies and resolved once more to offer an honourable peace. "Whether our arms will be lowered is still the question, but till then our efforts must not slacken."—Reuter. bbox=[4, 535, 254, 581]
column-rule bbox=[515, 34, 516, 1754]
subheadline: "FOLLOW MY LEADER" IN THE AIR bbox=[740, 1245, 844, 1263]
subheadline: Surrender of a Column. bbox=[859, 594, 952, 603]
subheadline: GERMANY ON THE STARVATION LINE bbox=[306, 878, 466, 888]
article-paragraph: London, October 6. The demobilisation of the Bulgarian army is proceeding rapidly. The Serbians are fighting Austro-German units.—Aus.-N.Z. Cable Assn.-Reuter. bbox=[736, 1050, 848, 1096]
subheadline: INTENSE INTEREST IN LONDON bbox=[328, 473, 444, 482]
subheadline: THE RECEPTION AT DAMASCUS bbox=[869, 1634, 942, 1651]
article-paragraph: A French communique states: "The pursuit continued all night on the whole Suippe front. On the left are troops, after crossing the Aisne Canal in the region of Sapigneul, reached the neighbourhood of Aguilcourt. Further eastward we are approaching Aumenancourt-le-Petit. The massif of Nogent l'Abbesse is in our possession, and our troops have passed considerably beyond it. We are progressing on a general line running north of Pomacle, north of Lavannes, and north of Epoye. On the right we occupy the village of Pont-Faverger, on the Suippe. On the Arnes our advanced troops have reached a wooded crest north of the river. Several hundred prisoners were taken yesterday and during the night. North of the Aisne Italian troops operating in the region of Ostel and Soupir, after previously capturing important parts of Chemin des Dames, pushed forward and progressed, and yesterday engaged in severe fighting on the plateau to the north-east. They carried by assault the stubbornly-held trenches on the height of La Croix Sans-Tete and Mont Sapin. North of St. Quentin fighting continued with the same rigour. The region of Lesdins we made a fresh advance east of that locality."—Aus.-N.Z. Cable Assn.-Reuter. bbox=[518, 1179, 730, 1331]
article-paragraph: New York, October 6. The French have smashed the German front on a wide area in the Champagne.—Aus.-N.Z. Cable Assn. bbox=[260, 1049, 512, 1064]
headline: PROCLAMATION BY THE KAISER bbox=[19, 117, 239, 156]
subheadline: FRENCH FORCE A GENERAL RETREAT bbox=[555, 1006, 693, 1015]
dateline: (Rec. October 7, 1.5 p.m.) bbox=[750, 455, 834, 463]
headline: COMMENT ON THE SITUATION bbox=[532, 464, 716, 478]
subheadline: RUSSIANS DENOUNCE BREST LITOVSK TREATY bbox=[299, 840, 473, 849]
masthead bbox=[0, 0, 1114, 30]
